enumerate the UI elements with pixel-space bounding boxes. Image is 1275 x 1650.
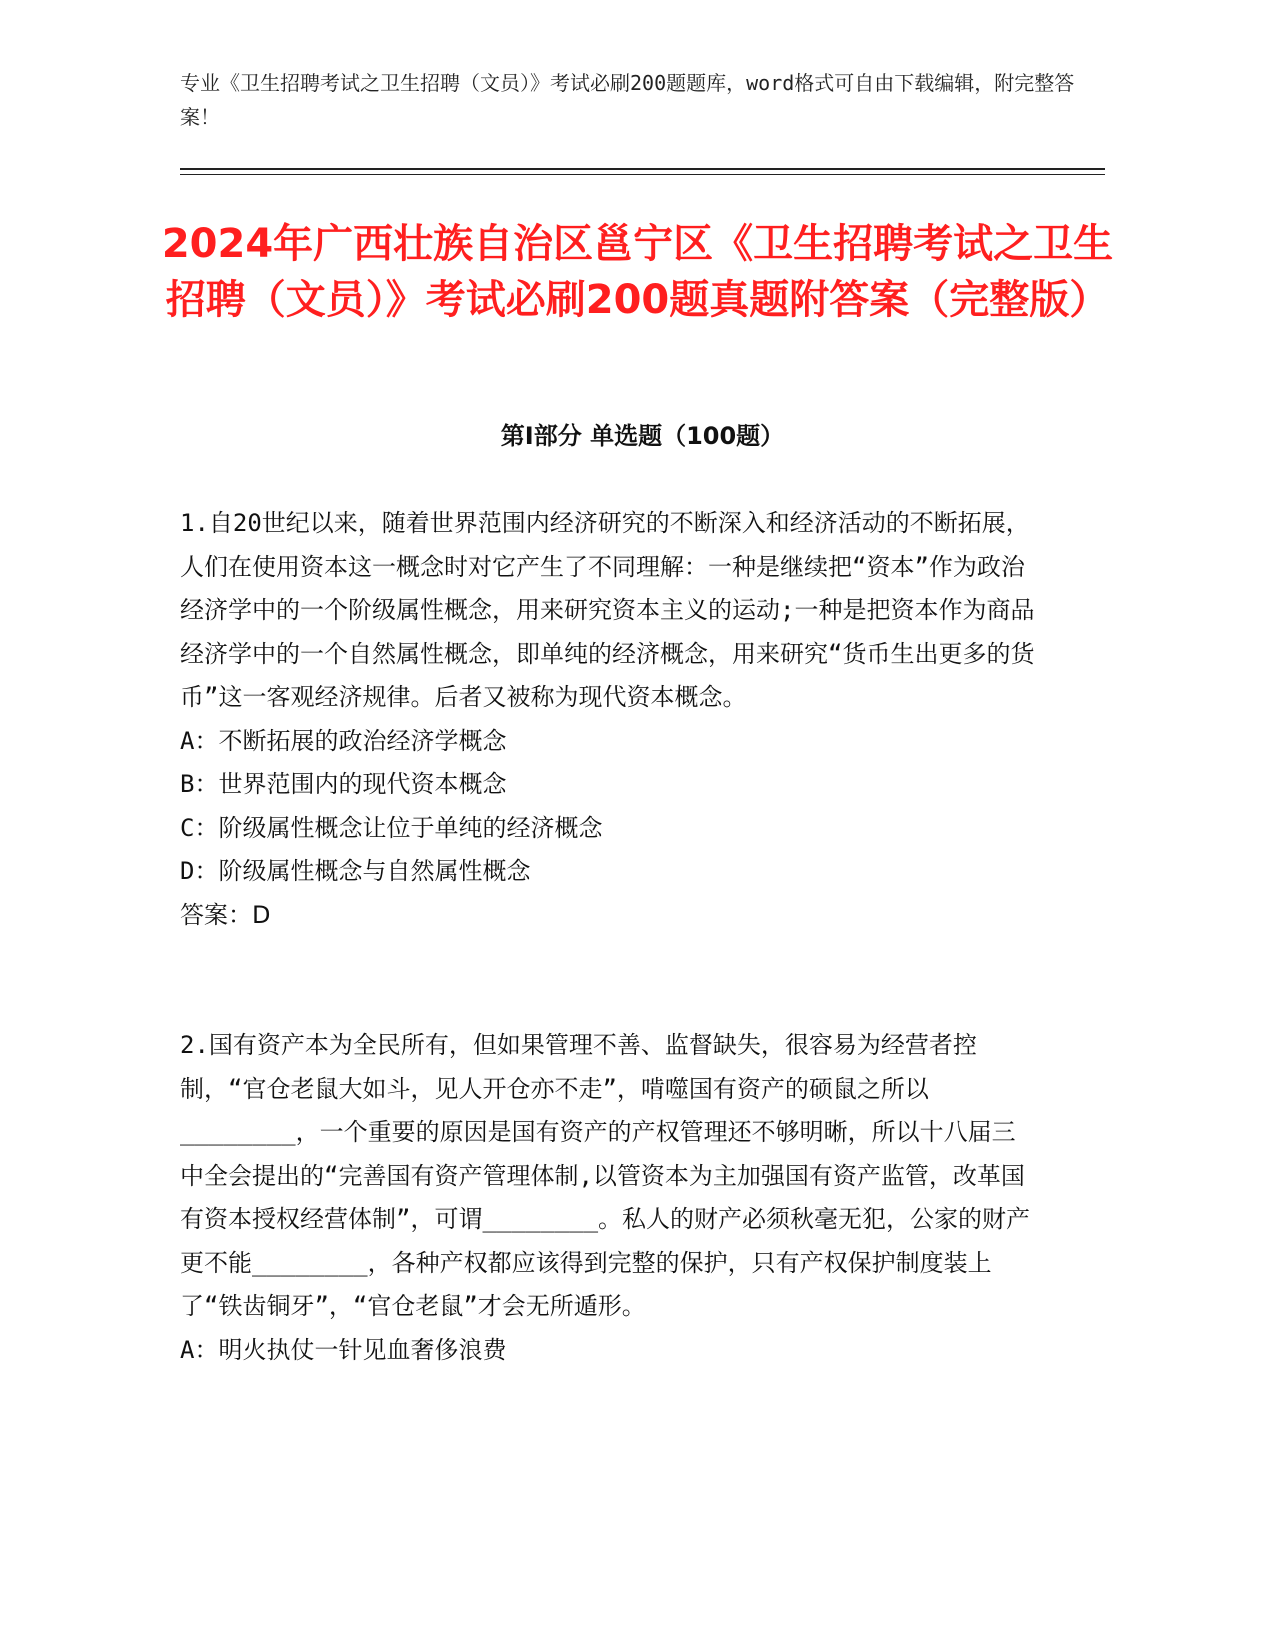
header-divider-thick — [180, 168, 1105, 170]
option-b: B：世界范围内的现代资本概念 — [180, 770, 507, 798]
section-heading: 第Ⅰ部分 单选题（100题） — [500, 422, 785, 450]
option-a: A：不断拓展的政治经济学概念 — [180, 726, 507, 755]
header-divider-thin — [180, 174, 1105, 175]
answer-label: 答案：D — [180, 900, 271, 929]
option-d: D：阶级属性概念与自然属性概念 — [180, 857, 531, 885]
question-stem: 2.国有资产本为全民所有，但如果管理不善、监督缺失，很容易为经营者控制，“官仓老鼠大如斗，见人开仓亦不走”，啃噬国有资产的硕鼠之所以________，一个重要的原因是国有资产的产权管理还不够明晰，所以十八届三中全会提出的“完善国有资产管理体制,以管资本为主加强国有资产监管，改革国有资本授权经营体制”，可谓________。私人的财产必须秋毫无犯，公家的财产更不能________，各种产权都应该得到完整的保护，只有产权保护制度装上了“铁齿铜牙”，“官仓老鼠”才会无所遁形。 — [180, 1031, 1031, 1320]
option-c: C：阶级属性概念让位于单纯的经济概念 — [180, 813, 603, 842]
document-title: 2024年广西壮族自治区邕宁区《卫生招聘考试之卫生招聘（文员）》考试必刷200题真题附答案（完整版） — [161, 221, 1114, 323]
document-header-note: 专业《卫生招聘考试之卫生招聘（文员）》考试必刷200题题库，word格式可自由下载编辑，附完整答案！ — [180, 71, 1075, 129]
question-1 — [180, 502, 1035, 937]
question-stem: 1.自20世纪以来，随着世界范围内经济研究的不断深入和经济活动的不断拓展，人们在使用资本这一概念时对它产生了不同理解：一种是继续把“资本”作为政治经济学中的一个阶级属性概念，用来研究资本主义的运动;一种是把资本作为商品经济学中的一个自然属性概念，即单纯的经济概念，用来研究“货币生出更多的货币”这一客观经济规律。后者又被称为现代资本概念。 — [180, 509, 1035, 711]
question-2 — [180, 1024, 1035, 1372]
option-a: A：明火执仗一针见血奢侈浪费 — [180, 1335, 507, 1364]
